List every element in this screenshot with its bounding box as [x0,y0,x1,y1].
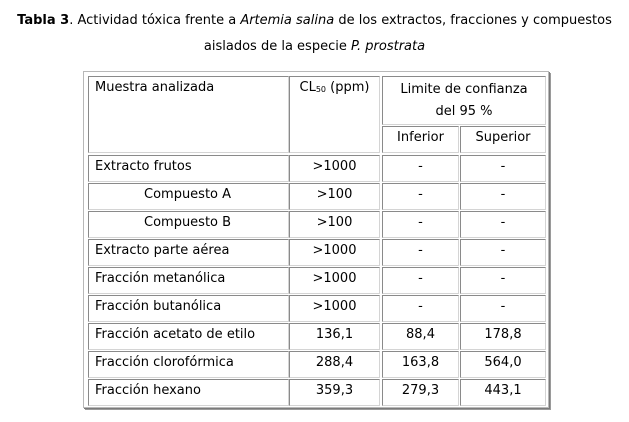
cell-lower [382,239,459,266]
cell-sample [88,295,289,322]
cell-upper [460,239,546,266]
cell-upper [460,211,546,238]
cell-cl50-value: 288,4 [315,355,354,370]
cell-sample [88,351,289,378]
cell-upper-value: - [500,159,506,174]
cell-sample [88,379,289,406]
cell-cl50 [289,351,380,378]
cell-sample [88,183,289,210]
header-confidence-line2: del 95 % [435,104,493,119]
cell-lower [382,183,459,210]
header-cl50 [289,76,380,153]
cell-sample [88,155,289,182]
cell-upper-value: - [500,187,506,202]
cell-upper-value: - [500,215,506,230]
cell-sample-value: Fracción acetato de etilo [95,327,256,342]
cell-upper [460,183,546,210]
cell-lower [382,211,459,238]
cell-cl50 [289,155,380,182]
cell-sample-value: Fracción butanólica [95,299,222,314]
cell-sample [88,239,289,266]
cell-sample [88,267,289,294]
cell-lower-value: - [418,243,423,258]
cell-cl50-value: >1000 [312,299,357,314]
header-cl-prefix: CL [299,80,316,95]
cell-cl50-value: 136,1 [315,327,354,342]
cell-lower-value: - [418,159,423,174]
cell-upper [460,323,546,350]
cell-sample-value: Fracción hexano [95,383,201,398]
cell-upper-value: 443,1 [484,383,522,398]
cell-upper [460,267,546,294]
header-cl-suffix: (ppm) [326,80,370,95]
cell-lower [382,379,459,406]
cell-lower-value: 279,3 [401,383,440,398]
cell-cl50 [289,183,380,210]
cell-lower [382,295,459,322]
cell-upper [460,351,546,378]
cell-upper-value: - [500,299,506,314]
cell-cl50 [289,211,380,238]
header-sample-label: Muestra analizada [95,80,215,95]
cell-cl50 [289,323,380,350]
caption-text-3: aislados de la especie [203,39,351,54]
caption-species-2: P. prostrata [350,39,426,54]
cell-upper [460,155,546,182]
header-lower-label: Inferior [397,130,444,145]
cell-lower [382,351,459,378]
cell-lower-value: - [418,299,423,314]
cell-lower [382,155,459,182]
cell-lower-value: - [418,215,423,230]
cell-lower [382,323,459,350]
cell-sample [88,323,289,350]
header-upper [460,126,546,153]
toxicity-table [83,71,549,408]
caption-line-2 [0,34,629,60]
cell-cl50-value: >1000 [312,271,357,286]
cell-upper-value: 178,8 [484,327,522,342]
cell-lower-value: 88,4 [406,327,435,342]
cell-cl50 [289,267,380,294]
cell-upper [460,295,546,322]
header-cl-sub: 50 [315,85,327,94]
cell-upper [460,379,546,406]
cell-sample-value: Compuesto B [144,215,232,230]
caption-text-1: . Actividad tóxica frente a [69,13,241,28]
caption-species-1: Artemia salina [240,13,335,28]
cell-sample-value: Extracto parte aérea [95,243,230,258]
cell-lower-value: 163,8 [401,355,440,370]
cell-cl50 [289,295,380,322]
cell-sample-value: Extracto frutos [95,159,192,174]
cell-cl50 [289,239,380,266]
caption-label: Tabla 3 [17,13,70,28]
cell-cl50-value: >100 [316,215,353,230]
header-upper-label: Superior [475,130,531,145]
cell-cl50 [289,379,380,406]
cell-sample-value: Compuesto A [144,187,232,202]
cell-sample-value: Fracción clorofórmica [95,355,234,370]
cell-cl50-value: >100 [316,187,353,202]
cell-upper-value: - [500,271,506,286]
caption-line-1 [0,8,629,34]
header-lower [382,126,459,153]
header-sample [88,76,289,153]
cell-lower-value: - [418,271,423,286]
cell-lower-value: - [418,187,423,202]
cell-upper-value: 564,0 [484,355,522,370]
table-caption [0,8,629,60]
cell-cl50-value: >1000 [312,159,357,174]
cell-upper-value: - [500,243,506,258]
cell-sample-value: Fracción metanólica [95,271,226,286]
cell-sample [88,211,289,238]
cell-cl50-value: 359,3 [315,383,354,398]
header-confidence-line1: Limite de confianza [400,82,528,97]
cell-lower [382,267,459,294]
header-confidence [382,76,546,125]
cell-cl50-value: >1000 [312,243,357,258]
caption-text-2: de los extractos, fracciones y compuestos [334,13,612,28]
